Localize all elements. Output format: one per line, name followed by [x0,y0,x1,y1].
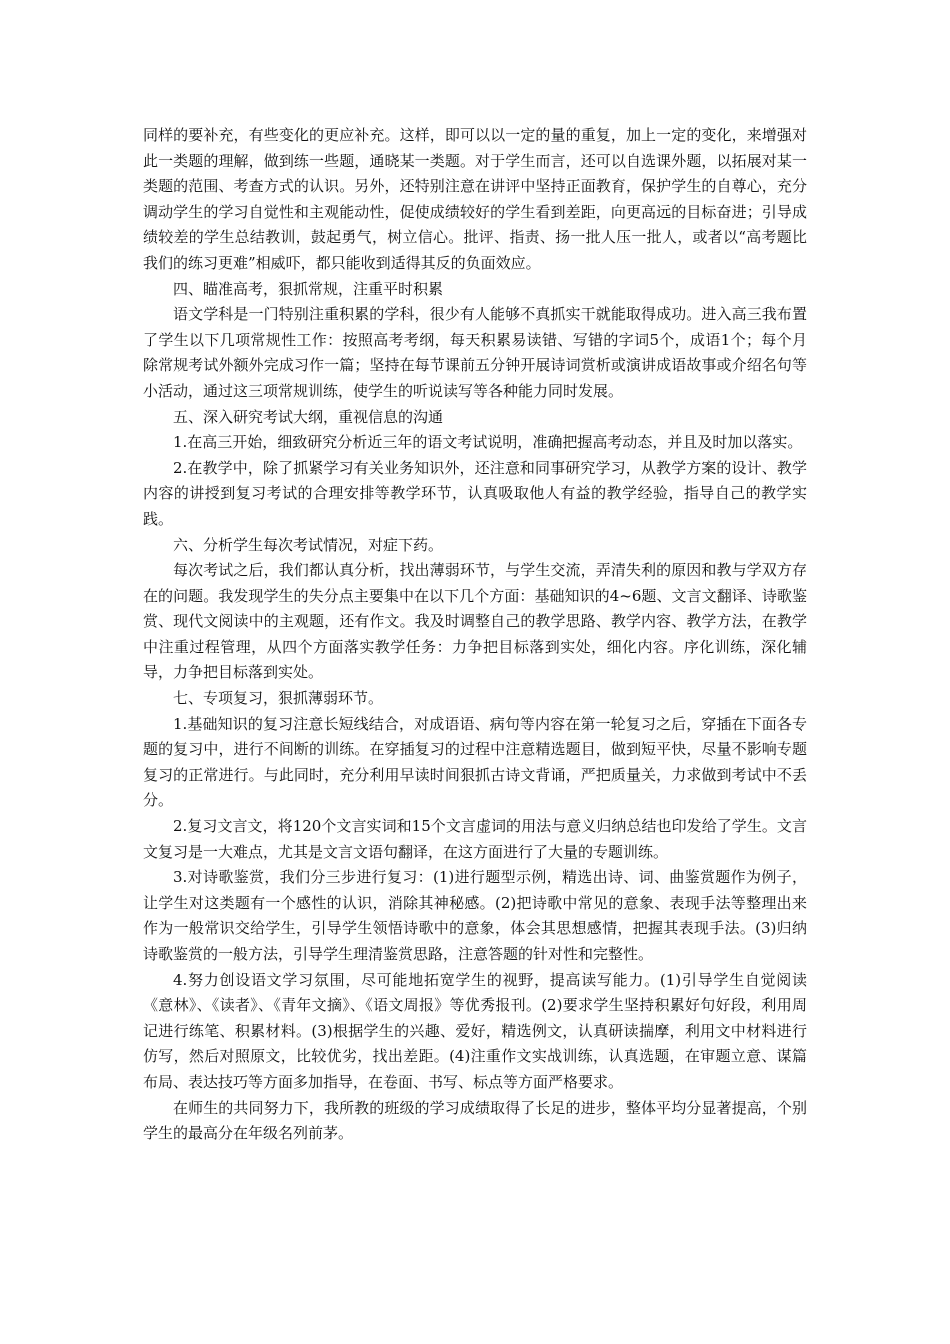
paragraph: 1.在高三开始，细致研究分析近三年的语文考试说明，准确把握高考动态，并且及时加以落实。 [173,433,803,452]
section-heading-4: 四、瞄准高考，狠抓常规，注重平时积累 [173,279,444,298]
section-heading-5: 五、深入研究考试大纲，重视信息的沟通 [173,407,444,426]
paragraph-conclusion: 在师生的共同努力下，我所教的班级的学习成绩取得了长足的进步，整体平均分显著提高，个别学生的最高分在年级名列前茅。 [143,1098,807,1143]
paragraph: 2.在教学中，除了抓紧学习有关业务知识外，还注意和同事研究学习，从教学方案的设计、教学内容的讲授到复习考试的合理安排等教学环节，认真吸取他人有益的教学经验，指导自己的教学实践。 [143,458,807,528]
section-heading-7: 七、专项复习，狠抓薄弱环节。 [173,689,384,708]
document-body [143,123,807,1147]
paragraph: 3.对诗歌鉴赏，我们分三步进行复习：(1)进行题型示例，精选出诗、词、曲鉴赏题作为例子，让学生对这类题有一个感性的认识，消除其神秘感。(2)把诗歌中常见的意象、表现手法等整理出来作为一般常识交给学生，引导学生领悟诗歌中的意象，体会其思想感情，把握其表现手法。(3)归纳诗歌鉴赏的一般方法，引导学生理清鉴赏思路，注意答题的针对性和完整性。 [143,868,807,963]
paragraph: 每次考试之后，我们都认真分析，找出薄弱环节，与学生交流，弄清失利的原因和教与学双方存在的问题。我发现学生的失分点主要集中在以下几个方面：基础知识的4~6题、文言文翻译、诗歌鉴赏、现代文阅读中的主观题，还有作文。我及时调整自己的教学思路、教学内容、教学方法，在教学中注重过程管理，从四个方面落实教学任务：力争把目标落到实处，细化内容。序化训练，深化辅导，力争把目标落到实处。 [143,561,807,682]
paragraph: 2.复习文言文，将120个文言实词和15个文言虚词的用法与意义归纳总结也印发给了学生。文言文复习是一大难点，尤其是文言文语句翻译，在这方面进行了大量的专题训练。 [143,817,807,861]
paragraph: 1.基础知识的复习注意长短线结合，对成语语、病句等内容在第一轮复习之后，穿插在下面各专题的复习中，进行不间断的训练。在穿插复习的过程中注意精选题目，做到短平快，尽量不影响专题复习的正常进行。与此同时，充分利用早读时间狠抓古诗文背诵，严把质量关，力求做到考试中不丢分。 [143,714,807,810]
paragraph-continuation: 同样的要补充，有些变化的更应补充。这样，即可以以一定的量的重复，加上一定的变化，来增强对此一类题的理解，做到练一些题，通晓某一类题。对于学生而言，还可以自选课外题，以拓展对某一类题的范围、考查方式的认识。另外，还特别注意在讲评中坚持正面教育，保护学生的自尊心，充分调动学生的学习自觉性和主观能动性，促使成绩较好的学生看到差距，向更高远的目标奋进；引导成绩较差的学生总结教训，鼓起勇气，树立信心。批评、指责、扬一批人压一批人，或者以“高考题比我们的练习更难”相威吓，都只能收到适得其反的负面效应。 [143,126,807,272]
paragraph: 语文学科是一门特别注重积累的学科，很少有人能够不真抓实干就能取得成功。进入高三我布置了学生以下几项常规性工作：按照高考考纲，每天积累易读错、写错的字词5个，成语1个；每个月除常规考试外额外完成习作一篇；坚持在每节课前五分钟开展诗词赏析或演讲成语故事或介绍名句等小活动，通过这三项常规训练，使学生的听说读写等各种能力同时发展。 [143,305,807,400]
paragraph: 4.努力创设语文学习氛围，尽可能地拓宽学生的视野，提高读写能力。(1)引导学生自觉阅读《意林》、《读者》、《青年文摘》、《语文周报》等优秀报刊。(2)要求学生坚持积累好句好段，利用周记进行练笔、积累材料。(3)根据学生的兴趣、爱好，精选例文，认真研读揣摩，利用文中材料进行仿写，然后对照原文，比较优劣，找出差距。(4)注重作文实战训练，认真选题，在审题立意、谋篇布局、表达技巧等方面多加指导，在卷面、书写、标点等方面严格要求。 [143,970,807,1091]
section-heading-6: 六、分析学生每次考试情况，对症下药。 [173,535,444,554]
